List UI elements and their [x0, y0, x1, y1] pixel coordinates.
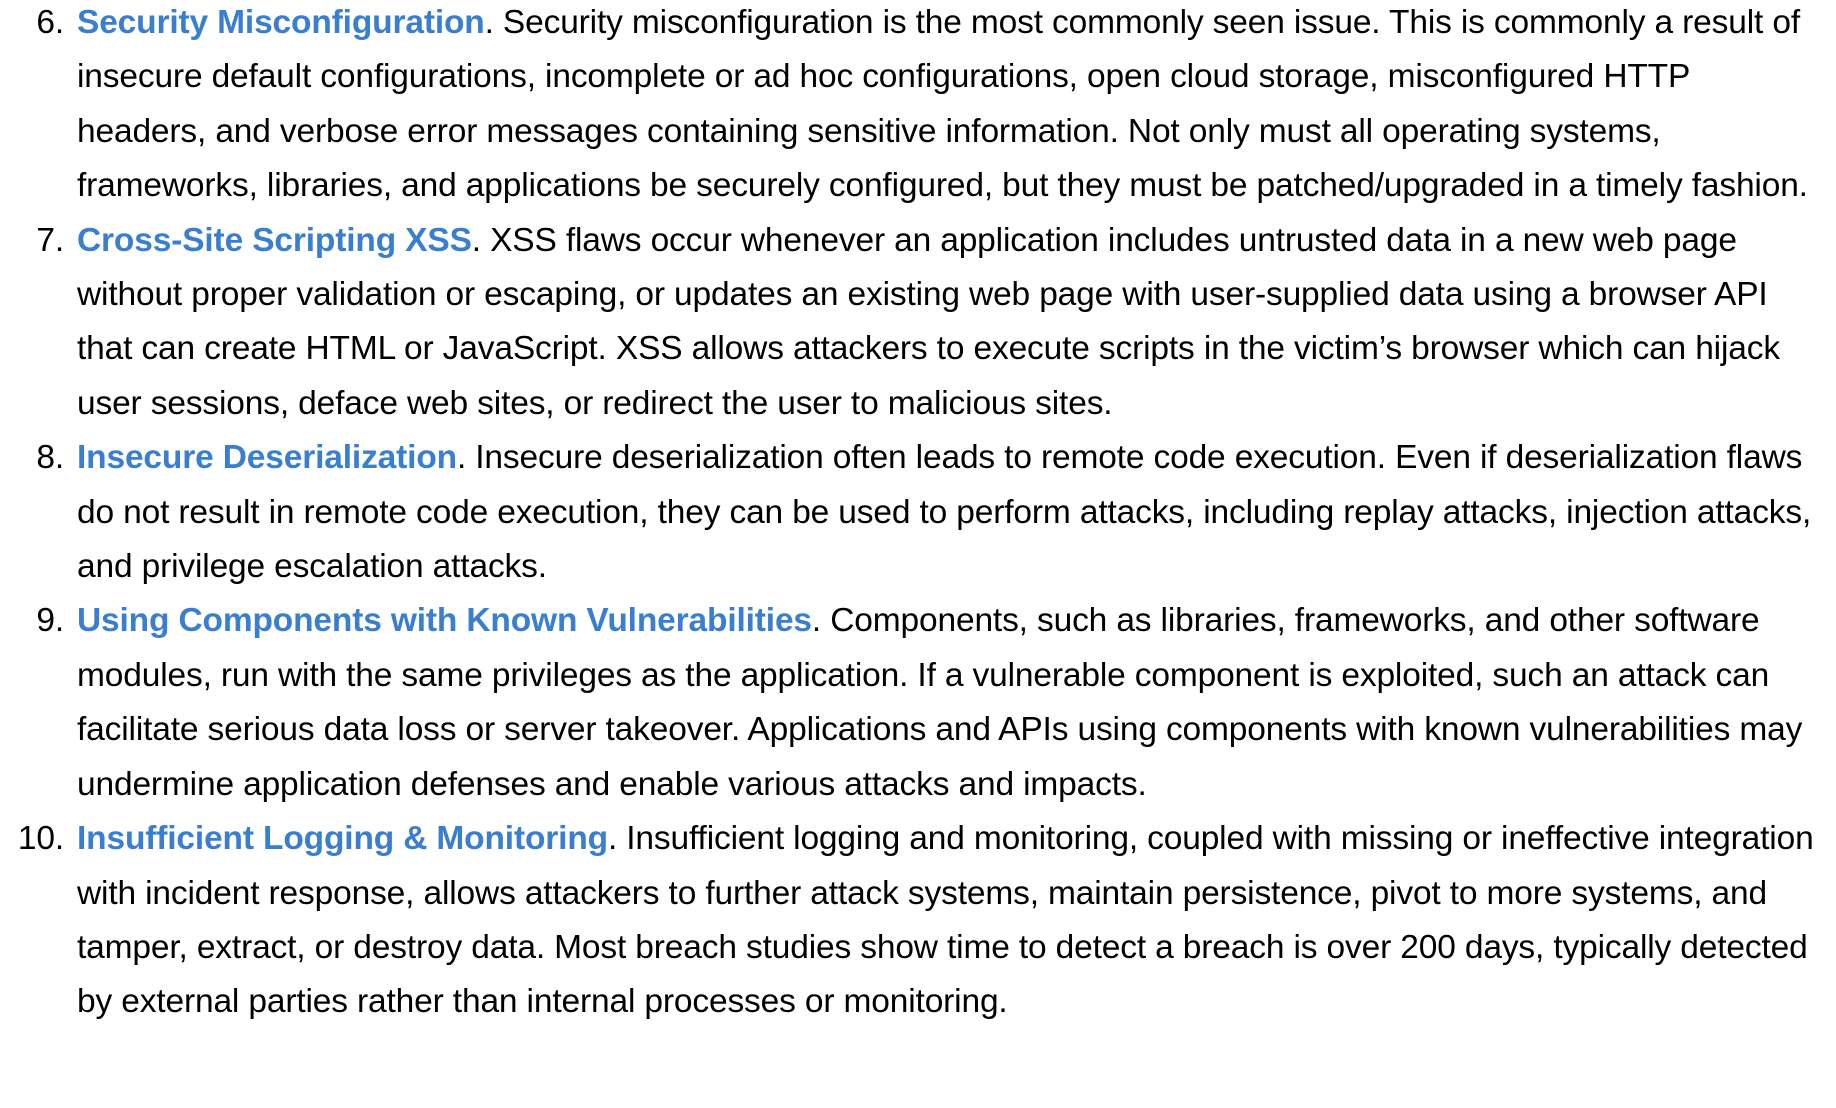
item-title-link[interactable]: Using Components with Known Vulnerabilities [77, 602, 812, 640]
list-item [0, 431, 1836, 594]
list-item [0, 594, 1836, 812]
item-title-link[interactable]: Cross-Site Scripting XSS [77, 221, 472, 259]
item-title-link[interactable]: Security Misconfiguration [77, 4, 485, 41]
list-item-number: 7. [36, 221, 64, 259]
item-title-link[interactable]: Insufficient Logging & Monitoring [77, 820, 608, 858]
item-description: . XSS flaws occur whenever an application includes untrusted data in a new web page without proper validation or escaping, or updates an existing web page with user-supplied data using a browser API that can create HTML or JavaScript. XSS allows attackers to execute scripts in the victim’s browser which can hijack user sessions, deface web sites, or redirect the user to malicious sites. [77, 221, 1780, 422]
list-item-number: 8. [36, 439, 64, 477]
list-item [0, 0, 1836, 214]
item-description: . Security misconfiguration is the most commonly seen issue. This is commonly a result of insecure default configurations, incomplete or ad hoc configurations, open cloud storage, misconfigured HTTP headers, and verbose error messages containing sensitive information. Not only must all operating systems, frameworks, libraries, and applications be securely configured, but they must be patched/upgraded in a timely fashion. [77, 4, 1808, 205]
item-description: . Components, such as libraries, frameworks, and other software modules, run with the same privileges as the application. If a vulnerable component is exploited, such an attack can facilitate serious data loss or server takeover. Applications and APIs using components with known vulnerabilities may undermine application defenses and enable various attacks and impacts. [77, 602, 1803, 803]
list-item-number: 9. [36, 602, 64, 640]
list-item-number: 10. [17, 820, 64, 858]
list-item [0, 812, 1836, 1030]
item-description: . Insecure deserialization often leads to remote code execution. Even if deserialization flaws do not result in remote code execution, they can be used to perform attacks, including replay attacks, injection attacks, and privilege escalation attacks. [77, 439, 1812, 586]
list-item [0, 214, 1836, 432]
item-title-link[interactable]: Insecure Deserialization [77, 439, 457, 477]
list-item-number: 6. [36, 4, 64, 41]
item-description: . Insufficient logging and monitoring, coupled with missing or ineffective integration with incident response, allows attackers to further attack systems, maintain persistence, pivot to more systems, and tamper, extract, or destroy data. Most breach studies show time to detect a breach is over 200 days, typically detected by external parties rather than internal processes or monitoring. [77, 820, 1814, 1021]
